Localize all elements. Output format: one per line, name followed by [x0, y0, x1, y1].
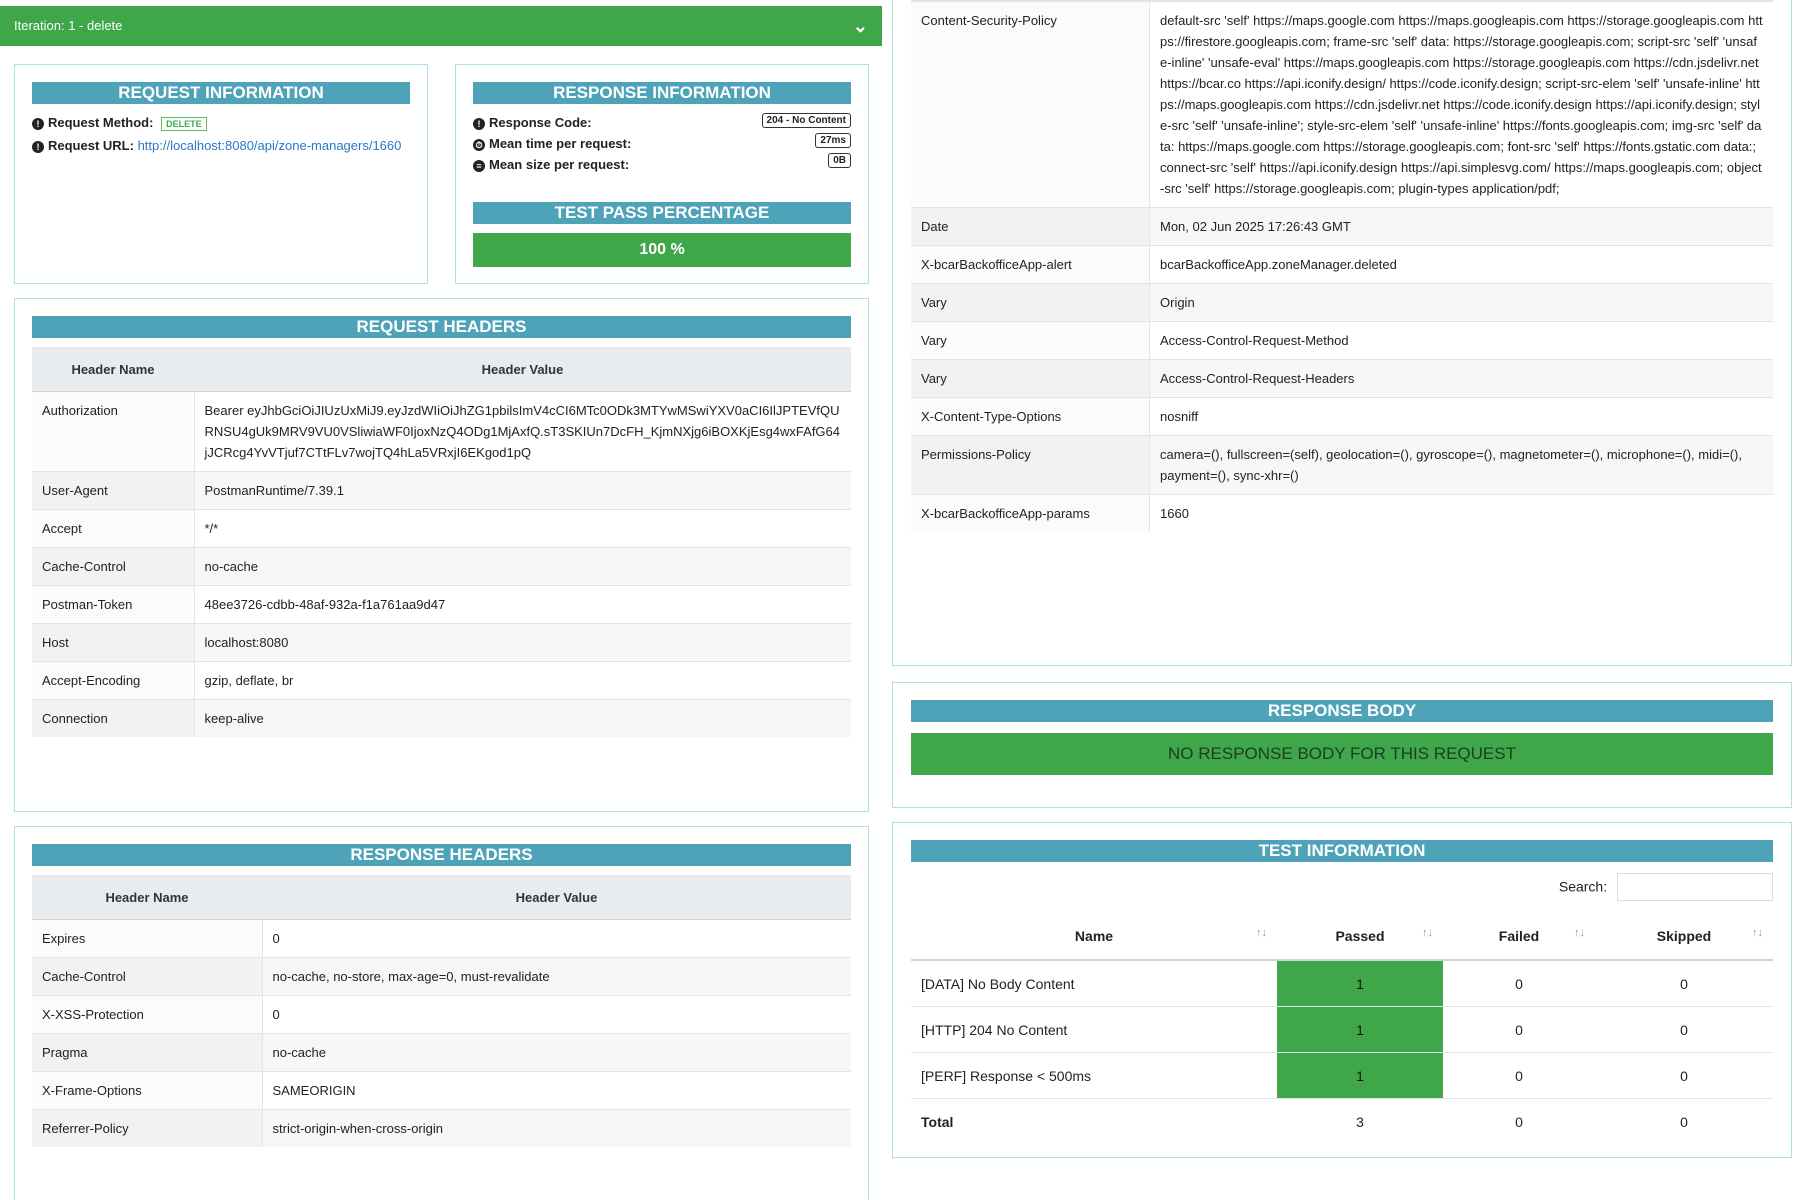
- mean-time-label: Mean time per request:: [489, 136, 632, 151]
- table-row: [32, 624, 851, 662]
- header-value: SAMEORIGIN: [262, 1072, 851, 1110]
- request-method-row: [32, 115, 207, 131]
- header-value: strict-origin-when-cross-origin: [262, 1110, 851, 1148]
- table-row: [911, 495, 1773, 533]
- request-headers-table: [32, 347, 851, 737]
- mean-time-row: [473, 136, 631, 151]
- response-body-message: NO RESPONSE BODY FOR THIS REQUEST: [911, 733, 1773, 775]
- response-body-panel: [892, 682, 1792, 808]
- method-badge: DELETE: [161, 117, 207, 131]
- test-results-table: [911, 913, 1773, 1144]
- header-name: Cache-Control: [32, 548, 194, 586]
- header-value: no-cache: [194, 548, 851, 586]
- test-row: [911, 1053, 1773, 1099]
- test-info-panel: [892, 822, 1792, 1158]
- total-row: [911, 1099, 1773, 1145]
- test-row: [911, 1007, 1773, 1053]
- header-name: Authorization: [32, 392, 194, 472]
- chevron-down-icon[interactable]: ⌄: [852, 16, 868, 36]
- test-name: [DATA] No Body Content: [911, 960, 1277, 1007]
- table-row: [911, 2, 1773, 208]
- table-row: [911, 322, 1773, 360]
- mean-size-badge: 0B: [828, 153, 851, 168]
- total-label: Total: [911, 1099, 1277, 1145]
- col-header-name: Header Name: [32, 875, 262, 920]
- col-header-value: Header Value: [262, 875, 851, 920]
- table-row: [32, 996, 851, 1034]
- header-value: camera=(), fullscreen=(self), geolocation=(), gyroscope=(), magnetometer=(), microphone=(), midi=(), payment=(), sync-xhr=(): [1150, 436, 1774, 495]
- col-skipped[interactable]: Skipped ↑↓: [1595, 913, 1773, 960]
- info-icon: !: [32, 118, 44, 130]
- header-name: Content-Security-Policy: [911, 2, 1150, 208]
- test-passed: 1: [1277, 1053, 1443, 1099]
- table-row: [32, 1034, 851, 1072]
- sort-icon: ↑↓: [1752, 927, 1763, 939]
- search-row: [1559, 873, 1773, 901]
- response-code-badge: 204 - No Content: [762, 113, 851, 128]
- test-pass-value: 100 %: [473, 233, 851, 267]
- header-name: Permissions-Policy: [911, 436, 1150, 495]
- header-name: X-bcarBackofficeApp-params: [911, 495, 1150, 533]
- col-name[interactable]: Name ↑↓: [911, 913, 1277, 960]
- sort-icon: ↑↓: [1422, 927, 1433, 939]
- request-url-row: [32, 136, 402, 156]
- header-name: Pragma: [32, 1034, 262, 1072]
- response-info-panel: [455, 64, 869, 284]
- header-value: Access-Control-Request-Method: [1150, 322, 1774, 360]
- header-value: 0: [262, 920, 851, 958]
- request-info-title: REQUEST INFORMATION: [32, 82, 410, 104]
- test-skipped: 0: [1595, 1007, 1773, 1053]
- table-row: [911, 284, 1773, 322]
- header-name: Referrer-Policy: [32, 1110, 262, 1148]
- table-row: [911, 436, 1773, 495]
- header-name: Vary: [911, 322, 1150, 360]
- col-header-name: Header Name: [32, 347, 194, 392]
- header-name: Vary: [911, 284, 1150, 322]
- table-row: [911, 246, 1773, 284]
- test-skipped: 0: [1595, 960, 1773, 1007]
- total-failed: 0: [1443, 1099, 1595, 1145]
- response-headers-panel: [14, 826, 869, 1200]
- header-name: X-XSS-Protection: [32, 996, 262, 1034]
- response-headers-table: [32, 875, 851, 1147]
- sort-icon: ↑↓: [1256, 927, 1267, 939]
- table-row: [32, 586, 851, 624]
- request-headers-panel: [14, 298, 869, 812]
- header-value: Mon, 02 Jun 2025 17:26:43 GMT: [1150, 208, 1774, 246]
- header-value: Bearer eyJhbGciOiJIUzUxMiJ9.eyJzdWIiOiJhZG1pbilsImV4cCI6MTc0ODk3MTYwMSwiYXV0aCI6IlJPTEVfQURNSU4gUk9MRV9VU0VSliwiaWF0IjoxNzQ4ODg1MjAxfQ.sT3SKIUn7DcFH_KjmNXjg6iBOXKjEsg4wxFAfG64jJCRcg4YvVTjuf7CTtFLv7wojTQ4hLa5VRxjI6EKgod1pQ: [194, 392, 851, 472]
- mean-size-row: [473, 157, 629, 172]
- header-value: nosniff: [1150, 398, 1774, 436]
- test-failed: 0: [1443, 960, 1595, 1007]
- header-name: Cache-Control: [32, 958, 262, 996]
- table-row: [32, 392, 851, 472]
- table-row: [32, 920, 851, 958]
- table-row: [32, 548, 851, 586]
- total-skipped: 0: [1595, 1099, 1773, 1145]
- request-url-label: Request URL:: [48, 138, 134, 153]
- header-value: Origin: [1150, 284, 1774, 322]
- table-row: [32, 958, 851, 996]
- info-icon: !: [32, 141, 44, 153]
- col-header-value: Header Value: [194, 347, 851, 392]
- response-info-title: RESPONSE INFORMATION: [473, 82, 851, 104]
- search-input[interactable]: [1617, 873, 1773, 901]
- request-headers-title: REQUEST HEADERS: [32, 316, 851, 338]
- header-value: */*: [194, 510, 851, 548]
- header-name: Vary: [911, 360, 1150, 398]
- response-body-title: RESPONSE BODY: [911, 700, 1773, 722]
- table-row: [32, 472, 851, 510]
- response-code-row: [473, 115, 592, 130]
- test-pass-title: TEST PASS PERCENTAGE: [473, 202, 851, 224]
- header-name: Connection: [32, 700, 194, 738]
- request-info-panel: [14, 64, 428, 284]
- header-value: no-cache, no-store, max-age=0, must-revalidate: [262, 958, 851, 996]
- header-value: 0: [262, 996, 851, 1034]
- sort-icon: ↑↓: [1574, 927, 1585, 939]
- test-passed: 1: [1277, 960, 1443, 1007]
- header-name: X-Frame-Options: [32, 1072, 262, 1110]
- request-url-link[interactable]: http://localhost:8080/api/zone-managers/1660: [137, 138, 402, 153]
- header-name: Accept: [32, 510, 194, 548]
- header-value: localhost:8080: [194, 624, 851, 662]
- iteration-header[interactable]: [0, 6, 882, 46]
- total-passed: 3: [1277, 1099, 1443, 1145]
- header-value: 1660: [1150, 495, 1774, 533]
- header-value: keep-alive: [194, 700, 851, 738]
- table-row: [32, 1110, 851, 1148]
- test-passed: 1: [1277, 1007, 1443, 1053]
- response-headers-cont-table: [911, 1, 1773, 532]
- test-skipped: 0: [1595, 1053, 1773, 1099]
- col-passed[interactable]: Passed ↑↓: [1277, 913, 1443, 960]
- mean-size-label: Mean size per request:: [489, 157, 630, 172]
- header-name: Date: [911, 208, 1150, 246]
- table-row: [32, 1072, 851, 1110]
- test-name: [HTTP] 204 No Content: [911, 1007, 1277, 1053]
- header-value: gzip, deflate, br: [194, 662, 851, 700]
- test-failed: 0: [1443, 1053, 1595, 1099]
- response-headers-cont-panel: [892, 0, 1792, 666]
- header-value: Access-Control-Request-Headers: [1150, 360, 1774, 398]
- header-value: 48ee3726-cdbb-48af-932a-f1a761aa9d47: [194, 586, 851, 624]
- header-name: Accept-Encoding: [32, 662, 194, 700]
- mean-time-badge: 27ms: [815, 133, 851, 148]
- header-name: X-Content-Type-Options: [911, 398, 1150, 436]
- test-row: [911, 960, 1773, 1007]
- database-icon: ≡: [473, 160, 485, 172]
- iteration-label: Iteration: 1 - delete: [14, 18, 123, 33]
- header-value: bcarBackofficeApp.zoneManager.deleted: [1150, 246, 1774, 284]
- header-name: Expires: [32, 920, 262, 958]
- table-row: [32, 700, 851, 738]
- table-row: [32, 510, 851, 548]
- table-row: [911, 208, 1773, 246]
- test-failed: 0: [1443, 1007, 1595, 1053]
- table-row: [32, 662, 851, 700]
- col-failed[interactable]: Failed ↑↓: [1443, 913, 1595, 960]
- header-name: X-bcarBackofficeApp-alert: [911, 246, 1150, 284]
- response-code-label: Response Code:: [489, 115, 592, 130]
- header-name: User-Agent: [32, 472, 194, 510]
- search-label: Search:: [1558, 878, 1608, 895]
- header-value: PostmanRuntime/7.39.1: [194, 472, 851, 510]
- table-row: [911, 360, 1773, 398]
- request-method-label: Request Method:: [48, 115, 154, 130]
- table-row: [911, 398, 1773, 436]
- header-value: no-cache: [262, 1034, 851, 1072]
- test-info-title: TEST INFORMATION: [911, 840, 1773, 862]
- stopwatch-icon: ⏱: [473, 139, 485, 151]
- info-icon: !: [473, 118, 485, 130]
- header-value: default-src 'self' https://maps.google.com https://maps.googleapis.com https://storage.googleapis.com https://firestore.googleapis.com; frame-src 'self' data: https://storage.googleapis.com; script-src 'self' 'unsafe-inline' 'unsafe-eval' https://maps.googleapis.com https://storage.googleapis.com https://cdn.jsdelivr.net https://bcar.co https://api.iconify.design/ https://code.iconify.design; script-src-elem 'self' 'unsafe-inline' https://maps.googleapis.com https://cdn.jsdelivr.net https://code.iconify.design https://api.iconify.design; style-src 'self' 'unsafe-inline'; style-src-elem 'self' 'unsafe-inline' https://fonts.googleapis.com; img-src 'self' data: https://maps.google.com https://storage.googleapis.com; font-src 'self' https://fonts.gstatic.com data:; connect-src 'self' https://api.iconify.design https://api.simplesvg.com/ https://maps.googleapis.com; object-src 'self' https://storage.googleapis.com; plugin-types application/pdf;: [1150, 2, 1774, 208]
- header-name: Postman-Token: [32, 586, 194, 624]
- response-headers-title: RESPONSE HEADERS: [32, 844, 851, 866]
- test-name: [PERF] Response < 500ms: [911, 1053, 1277, 1099]
- header-name: Host: [32, 624, 194, 662]
